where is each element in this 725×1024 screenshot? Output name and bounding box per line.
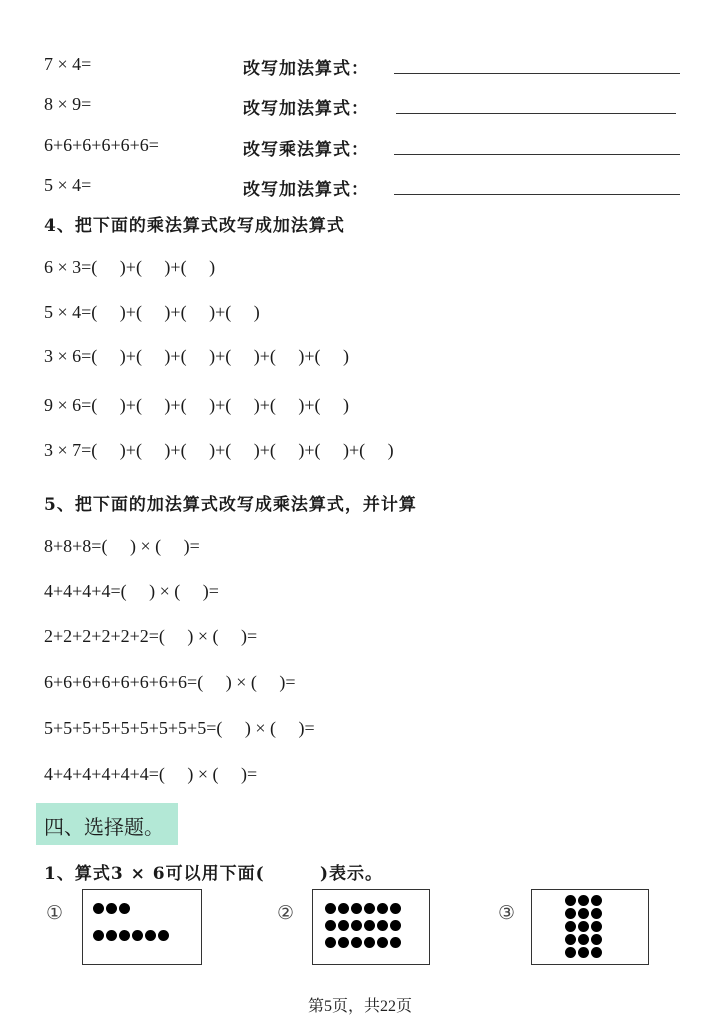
option-3-figure[interactable]: [531, 889, 649, 965]
page-number: 第5页，共22页: [308, 998, 413, 1015]
q3-answer-line-1[interactable]: [394, 73, 680, 74]
q4-row-5: 3 × 7=( )+( )+( )+( )+( )+( )+( ): [44, 440, 394, 460]
q3-label-3: 改写乘法算式：: [243, 140, 369, 160]
section-title: 四、选择题。: [44, 815, 164, 839]
option-1-marker[interactable]: ①: [46, 902, 64, 924]
q4-row-3: 3 × 6=( )+( )+( )+( )+( )+( ): [44, 346, 349, 366]
q4-title: 4、把下面的乘法算式改写成加法算式: [44, 216, 345, 236]
q4-row-2: 5 × 4=( )+( )+( )+( ): [44, 302, 260, 322]
q3-answer-line-4[interactable]: [394, 194, 680, 195]
q5-row-3: 2+2+2+2+2+2=( ) × ( )=: [44, 626, 258, 646]
q5-title: 5、把下面的加法算式改写成乘法算式，并计算: [44, 495, 417, 515]
q3-label-1: 改写加法算式：: [243, 59, 369, 79]
q3-label-2: 改写加法算式：: [243, 99, 369, 119]
option-1-figure[interactable]: [82, 889, 202, 965]
q5-row-4: 6+6+6+6+6+6+6+6=( ) × ( )=: [44, 672, 296, 692]
q5-row-1: 8+8+8=( ) × ( )=: [44, 536, 200, 556]
q3-expression-1: 7 × 4=: [44, 54, 92, 74]
option-2-marker[interactable]: ②: [277, 902, 295, 924]
q4-row-4: 9 × 6=( )+( )+( )+( )+( )+( ): [44, 395, 349, 415]
q3-answer-line-3[interactable]: [394, 154, 680, 155]
choice-q1-text: 1、算式3 × 6可以用下面( )表示。: [44, 864, 384, 884]
q3-answer-line-2[interactable]: [396, 113, 676, 114]
q5-row-2: 4+4+4+4=( ) × ( )=: [44, 581, 219, 601]
q3-expression-3: 6+6+6+6+6+6=: [44, 135, 159, 155]
q5-row-5: 5+5+5+5+5+5+5+5+5=( ) × ( )=: [44, 718, 315, 738]
q3-expression-4: 5 × 4=: [44, 175, 92, 195]
option-3-marker[interactable]: ③: [498, 902, 516, 924]
q4-row-1: 6 × 3=( )+( )+( ): [44, 257, 216, 277]
q3-label-4: 改写加法算式：: [243, 180, 369, 200]
q3-expression-2: 8 × 9=: [44, 94, 92, 114]
option-2-figure[interactable]: [312, 889, 430, 965]
q5-row-6: 4+4+4+4+4+4=( ) × ( )=: [44, 764, 258, 784]
section-header-choice: [36, 803, 178, 845]
